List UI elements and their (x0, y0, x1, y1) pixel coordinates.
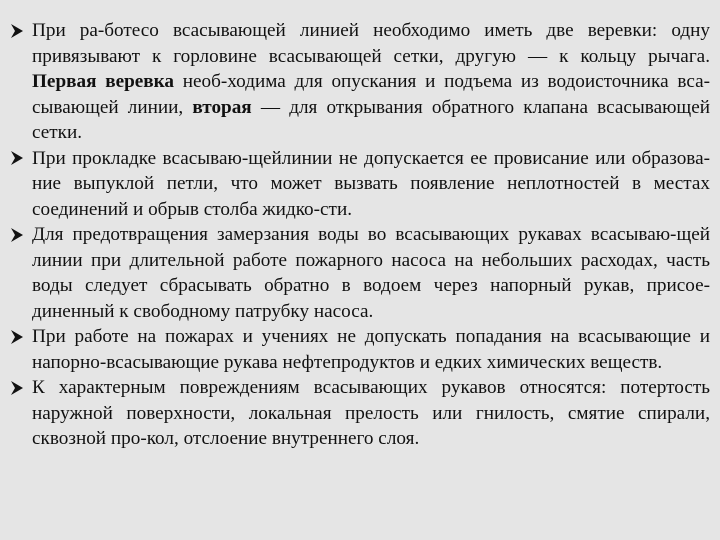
list-item (6, 324, 710, 375)
list-item-text: При работе на пожарах и учениях не допускать попадания на всасывающие и напорно-всасывающие рукава нефтепродуктов и едких химических веществ. (32, 326, 710, 373)
list-item-text: необ-ходима для опускания и подъема из водоисточника вса-сывающей линии, (32, 71, 710, 118)
emphasis-second-rope: вторая (192, 96, 252, 118)
list-item-text: — для открывания обратного клапана всасывающей сетки. (32, 96, 710, 143)
list-item (6, 18, 710, 146)
arrowhead-bullet-icon (7, 146, 27, 171)
emphasis-first-rope: Первая веревка (32, 71, 174, 92)
bullet-list (6, 18, 710, 452)
list-item-text: При прокладке всасываю-щейлинии не допускается ее провисание или образова-ние выпуклой петли, что может вызвать появление неплотностей в местах соединений и обрыв столба жидко-сти. (32, 147, 710, 220)
arrowhead-bullet-icon (7, 18, 27, 43)
list-item-text: При ра-ботесо всасывающей линией необходимо иметь две веревки: одну привязывают к горловине всасывающей сетки, другую — к кольцу рычага. (32, 20, 710, 67)
arrowhead-bullet-icon (7, 324, 27, 349)
list-item (6, 375, 710, 452)
arrowhead-bullet-icon (7, 375, 27, 400)
list-item-text: Для предотвращения замерзания воды во всасывающих рукавах всасываю-щей линии при длительной работе пожарного насоса на небольших расходах, часть воды следует сбрасывать обратно в водоем через напорный рукав, присое-диненный к свободному патрубку насоса. (32, 224, 710, 322)
list-item (6, 146, 710, 223)
list-item-text: К характерным повреждениям всасывающих рукавов относятся: потертость наружной поверхности, локальная прелость или гнилость, смятие спирали, сквозной про-кол, отслоение внутреннего слоя. (32, 377, 710, 449)
arrowhead-bullet-icon (7, 222, 27, 247)
list-item (6, 222, 710, 324)
